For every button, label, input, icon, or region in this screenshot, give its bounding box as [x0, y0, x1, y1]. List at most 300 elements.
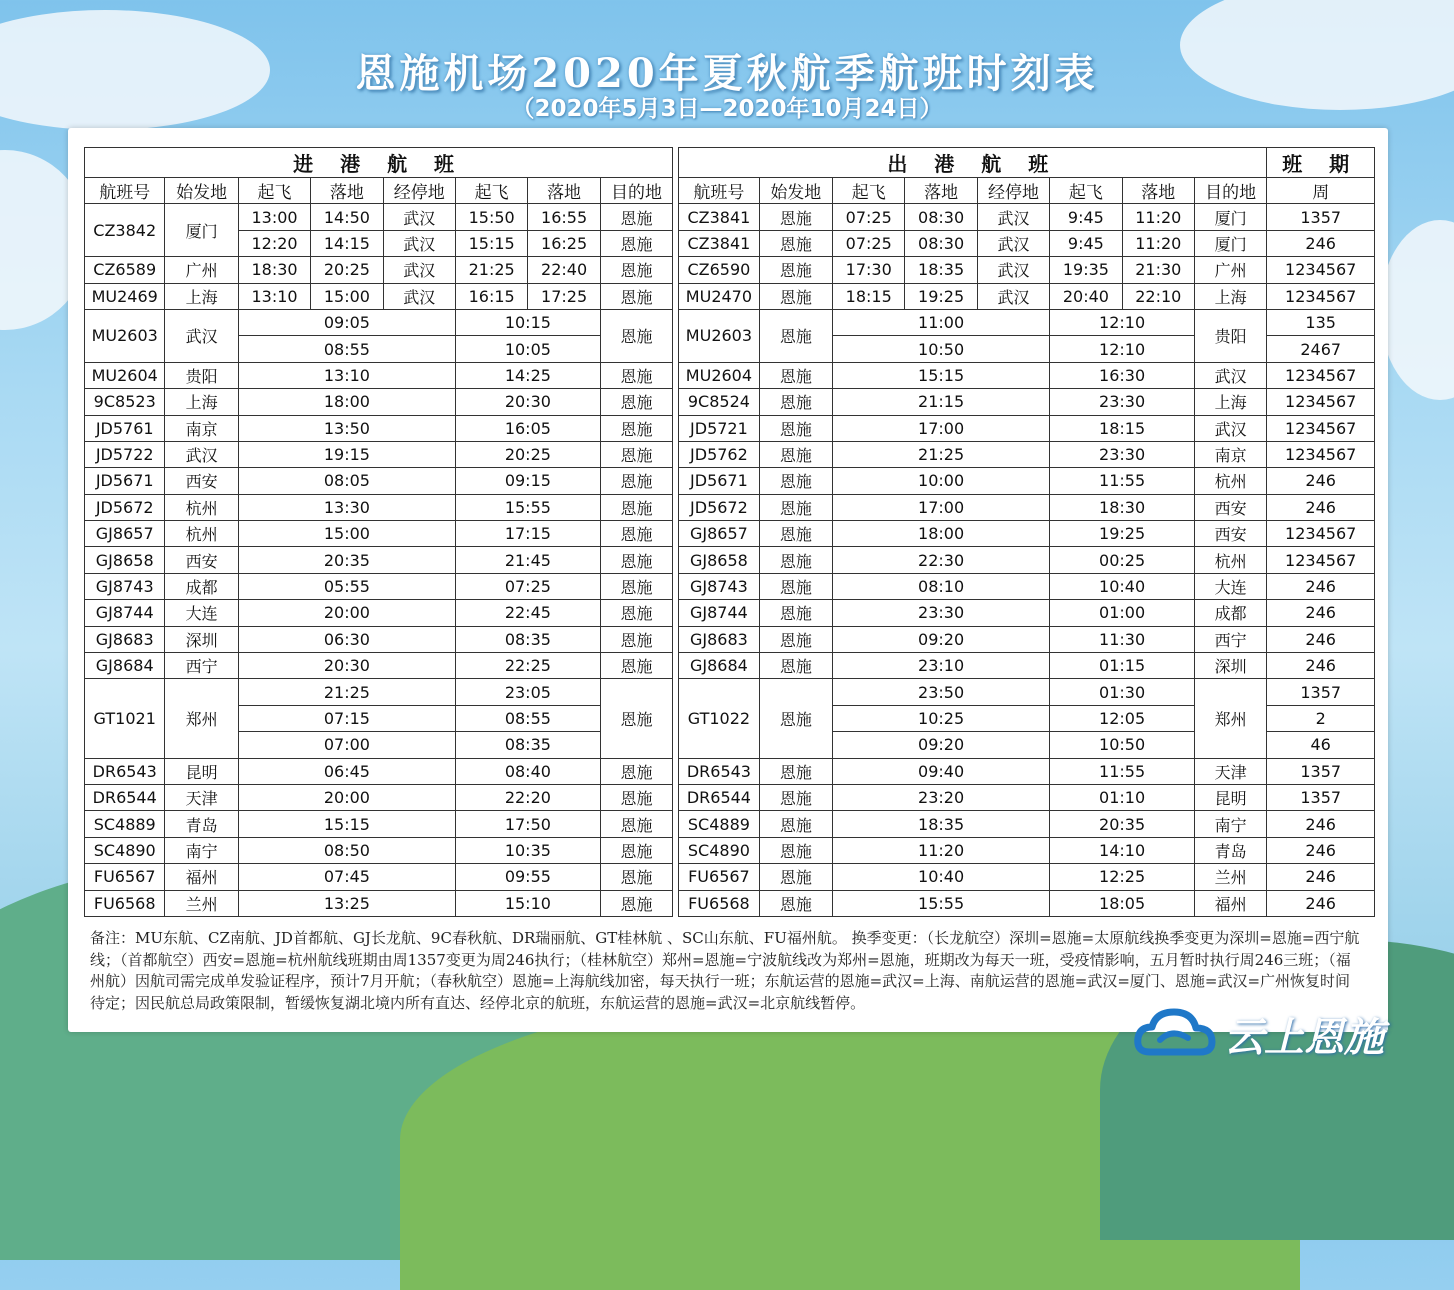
table-cell: 246	[1267, 230, 1375, 256]
origin-city: 西宁	[165, 653, 238, 679]
destination-city: 西安	[1194, 494, 1266, 520]
destination-city: 武汉	[1194, 362, 1266, 388]
schedule-days: 246	[1267, 811, 1375, 837]
origin-city: 郑州	[165, 679, 238, 758]
land-time: 22:20	[455, 784, 600, 810]
table-cell: 11:20	[1122, 204, 1194, 230]
table-cell: CZ3841	[679, 230, 759, 256]
schedule-days: 1234567	[1267, 389, 1375, 415]
table-cell: 恩施	[600, 230, 672, 256]
table-cell: 16:15	[455, 283, 527, 309]
table-cell: 20:25	[311, 257, 383, 283]
flight-number: JD5672	[679, 494, 759, 520]
table-cell: 9:45	[1050, 230, 1122, 256]
depart-time: 15:55	[833, 890, 1050, 916]
table-cell: 广州	[1194, 257, 1266, 283]
depart-time: 08:50	[238, 837, 455, 863]
depart-time: 18:00	[833, 521, 1050, 547]
destination-city: 恩施	[600, 441, 672, 467]
land-time: 01:30	[1050, 679, 1195, 705]
destination-city: 大连	[1194, 573, 1266, 599]
depart-time: 10:25	[833, 705, 1050, 731]
col-depart: 起飞	[833, 178, 905, 204]
table-row	[85, 309, 1375, 335]
origin-city: 恩施	[759, 441, 832, 467]
destination-city: 恩施	[600, 573, 672, 599]
destination-city: 恩施	[600, 468, 672, 494]
col-stopover: 经停地	[383, 178, 455, 204]
flight-number: JD5762	[679, 441, 759, 467]
origin-city: 昆明	[165, 758, 238, 784]
col-land: 落地	[1122, 178, 1194, 204]
table-cell: 恩施	[600, 204, 672, 230]
depart-time: 18:00	[238, 389, 455, 415]
land-time: 20:25	[455, 441, 600, 467]
flight-number: GJ8657	[679, 521, 759, 547]
flight-number: DR6543	[679, 758, 759, 784]
destination-city: 杭州	[1194, 468, 1266, 494]
page-title: 恩施机场2020年夏秋航季航班时刻表	[355, 50, 1099, 97]
depart-time: 11:00	[833, 309, 1050, 335]
origin-city: 恩施	[759, 890, 832, 916]
table-cell: 15:50	[455, 204, 527, 230]
depart-time: 21:25	[833, 441, 1050, 467]
destination-city: 昆明	[1194, 784, 1266, 810]
depart-time: 08:55	[238, 336, 455, 362]
table-cell: 19:25	[905, 283, 977, 309]
land-time: 10:05	[455, 336, 600, 362]
table-cell: MU2470	[679, 283, 759, 309]
flight-number: FU6567	[85, 864, 165, 890]
schedule-days: 1234567	[1267, 521, 1375, 547]
table-cell: 武汉	[383, 230, 455, 256]
destination-city: 兰州	[1194, 864, 1266, 890]
schedule-days: 1234567	[1267, 362, 1375, 388]
table-cell: 16:55	[528, 204, 600, 230]
depart-time: 18:35	[833, 811, 1050, 837]
land-time: 11:30	[1050, 626, 1195, 652]
table-cell: CZ6590	[679, 257, 759, 283]
origin-city: 深圳	[165, 626, 238, 652]
flight-number: MU2469	[85, 283, 165, 309]
table-cell: 08:30	[905, 204, 977, 230]
depart-time: 13:30	[238, 494, 455, 520]
depart-time: 08:10	[833, 573, 1050, 599]
depart-time: 15:15	[833, 362, 1050, 388]
flight-schedule-table	[84, 147, 1375, 917]
schedule-header: 班 期	[1267, 148, 1375, 178]
origin-city: 恩施	[759, 547, 832, 573]
depart-time: 23:50	[833, 679, 1050, 705]
table-cell: CZ3841	[679, 204, 759, 230]
origin-city: 恩施	[759, 309, 832, 362]
flight-number: GT1021	[85, 679, 165, 758]
destination-city: 恩施	[600, 837, 672, 863]
flight-number: MU2603	[679, 309, 759, 362]
table-cell: 14:15	[311, 230, 383, 256]
land-time: 18:15	[1050, 415, 1195, 441]
depart-time: 20:00	[238, 600, 455, 626]
land-time: 01:10	[1050, 784, 1195, 810]
schedule-days: 246	[1267, 864, 1375, 890]
depart-time: 22:30	[833, 547, 1050, 573]
depart-time: 13:25	[238, 890, 455, 916]
flight-number: JD5671	[679, 468, 759, 494]
table-row	[85, 415, 1375, 441]
origin-city: 南京	[165, 415, 238, 441]
col-depart: 起飞	[1050, 178, 1122, 204]
col-depart: 起飞	[455, 178, 527, 204]
destination-city: 恩施	[600, 653, 672, 679]
land-time: 00:25	[1050, 547, 1195, 573]
destination-city: 南京	[1194, 441, 1266, 467]
origin-city: 恩施	[759, 864, 832, 890]
depart-time: 06:30	[238, 626, 455, 652]
table-cell: 20:40	[1050, 283, 1122, 309]
destination-city: 恩施	[600, 600, 672, 626]
depart-time: 17:00	[833, 415, 1050, 441]
table-row	[85, 441, 1375, 467]
table-row	[85, 600, 1375, 626]
land-time: 08:55	[455, 705, 600, 731]
destination-city: 成都	[1194, 600, 1266, 626]
table-row	[85, 626, 1375, 652]
origin-city: 恩施	[759, 362, 832, 388]
table-row	[85, 573, 1375, 599]
flight-number: GJ8744	[679, 600, 759, 626]
table-cell: 08:30	[905, 230, 977, 256]
land-time: 20:30	[455, 389, 600, 415]
origin-city: 恩施	[759, 573, 832, 599]
schedule-days: 2	[1267, 705, 1375, 731]
schedule-days: 46	[1267, 732, 1375, 758]
schedule-days: 246	[1267, 494, 1375, 520]
destination-city: 恩施	[600, 758, 672, 784]
table-row	[85, 257, 1375, 283]
origin-city: 恩施	[759, 653, 832, 679]
schedule-days: 1234567	[1267, 547, 1375, 573]
destination-city: 恩施	[600, 415, 672, 441]
table-cell: 15:00	[311, 283, 383, 309]
land-time: 15:10	[455, 890, 600, 916]
origin-city: 恩施	[759, 600, 832, 626]
table-cell: 12:20	[238, 230, 310, 256]
origin-city: 厦门	[165, 204, 238, 257]
destination-city: 恩施	[600, 521, 672, 547]
land-time: 23:30	[1050, 389, 1195, 415]
cloud-icon	[1132, 1000, 1222, 1064]
table-cell: 07:25	[833, 230, 905, 256]
land-time: 01:00	[1050, 600, 1195, 626]
col-flight-no: 航班号	[85, 178, 165, 204]
depart-time: 05:55	[238, 573, 455, 599]
schedule-days: 2467	[1267, 336, 1375, 362]
land-time: 22:25	[455, 653, 600, 679]
destination-city: 恩施	[600, 811, 672, 837]
depart-time: 20:30	[238, 653, 455, 679]
table-cell: 21:25	[455, 257, 527, 283]
land-time: 23:30	[1050, 441, 1195, 467]
table-row	[85, 758, 1375, 784]
flight-number: 9C8524	[679, 389, 759, 415]
flight-number: GJ8658	[679, 547, 759, 573]
land-time: 11:55	[1050, 758, 1195, 784]
schedule-days: 246	[1267, 837, 1375, 863]
schedule-days: 246	[1267, 600, 1375, 626]
destination-city: 上海	[1194, 389, 1266, 415]
table-cell: 1357	[1267, 204, 1375, 230]
yunshang-enshi-logo	[1132, 1000, 1432, 1070]
origin-city: 恩施	[759, 521, 832, 547]
page-subtitle: （2020年5月3日—2020年10月24日）	[511, 96, 943, 122]
destination-city: 郑州	[1194, 679, 1266, 758]
schedule-days: 246	[1267, 626, 1375, 652]
flight-number: MU2604	[679, 362, 759, 388]
flight-number: JD5761	[85, 415, 165, 441]
depart-time: 15:00	[238, 521, 455, 547]
land-time: 20:35	[1050, 811, 1195, 837]
table-cell: 武汉	[977, 230, 1049, 256]
table-cell: 13:00	[238, 204, 310, 230]
flight-number: SC4890	[679, 837, 759, 863]
flight-number: SC4890	[85, 837, 165, 863]
origin-city: 恩施	[759, 758, 832, 784]
destination-city: 恩施	[600, 679, 672, 758]
col-origin: 始发地	[759, 178, 832, 204]
depart-time: 21:15	[833, 389, 1050, 415]
flight-number: GJ8684	[679, 653, 759, 679]
table-cell: 恩施	[759, 204, 832, 230]
col-origin: 始发地	[165, 178, 238, 204]
table-cell: 13:10	[238, 283, 310, 309]
depart-time: 13:50	[238, 415, 455, 441]
destination-city: 恩施	[600, 547, 672, 573]
table-cell: 22:40	[528, 257, 600, 283]
flight-number: GT1022	[679, 679, 759, 758]
flight-number: JD5722	[85, 441, 165, 467]
origin-city: 贵阳	[165, 362, 238, 388]
arrivals-header: 进 港 航 班	[85, 148, 673, 178]
flight-number: GJ8684	[85, 653, 165, 679]
land-time: 18:30	[1050, 494, 1195, 520]
depart-time: 13:10	[238, 362, 455, 388]
table-cell: 厦门	[1194, 204, 1266, 230]
land-time: 21:45	[455, 547, 600, 573]
depart-time: 10:50	[833, 336, 1050, 362]
table-cell: 厦门	[1194, 230, 1266, 256]
destination-city: 恩施	[600, 309, 672, 362]
depart-time: 09:20	[833, 732, 1050, 758]
land-time: 19:25	[1050, 521, 1195, 547]
table-cell: 恩施	[759, 283, 832, 309]
table-cell: 恩施	[759, 230, 832, 256]
table-row	[85, 864, 1375, 890]
depart-time: 21:25	[238, 679, 455, 705]
col-flight-no: 航班号	[679, 178, 759, 204]
origin-city: 恩施	[759, 837, 832, 863]
flight-number: GJ8744	[85, 600, 165, 626]
divider	[673, 705, 679, 731]
col-depart: 起飞	[238, 178, 310, 204]
col-land: 落地	[905, 178, 977, 204]
flight-number: CZ6589	[85, 257, 165, 283]
land-time: 18:05	[1050, 890, 1195, 916]
table-cell: 1234567	[1267, 283, 1375, 309]
origin-city: 恩施	[759, 468, 832, 494]
table-cell: 18:15	[833, 283, 905, 309]
land-time: 17:15	[455, 521, 600, 547]
flight-number: GJ8657	[85, 521, 165, 547]
depart-time: 23:20	[833, 784, 1050, 810]
col-destination: 目的地	[600, 178, 672, 204]
schedule-days: 1357	[1267, 784, 1375, 810]
schedule-days: 246	[1267, 573, 1375, 599]
origin-city: 恩施	[759, 811, 832, 837]
flight-number: CZ3842	[85, 204, 165, 257]
origin-city: 西安	[165, 547, 238, 573]
table-row	[85, 890, 1375, 916]
flight-number: GJ8683	[679, 626, 759, 652]
table-row	[85, 230, 1375, 256]
table-row	[85, 389, 1375, 415]
flight-number: GJ8683	[85, 626, 165, 652]
table-row	[85, 811, 1375, 837]
origin-city: 西安	[165, 468, 238, 494]
destination-city: 恩施	[600, 494, 672, 520]
origin-city: 天津	[165, 784, 238, 810]
table-row	[85, 679, 1375, 705]
table-cell: 16:25	[528, 230, 600, 256]
origin-city: 恩施	[759, 494, 832, 520]
schedule-days: 1357	[1267, 758, 1375, 784]
depart-time: 08:05	[238, 468, 455, 494]
land-time: 22:45	[455, 600, 600, 626]
origin-city: 福州	[165, 864, 238, 890]
depart-time: 10:40	[833, 864, 1050, 890]
schedule-days: 246	[1267, 468, 1375, 494]
depart-time: 09:20	[833, 626, 1050, 652]
table-row	[85, 784, 1375, 810]
origin-city: 上海	[165, 283, 238, 309]
land-time: 09:55	[455, 864, 600, 890]
table-cell: 07:25	[833, 204, 905, 230]
departures-header: 出 港 航 班	[679, 148, 1267, 178]
table-cell: 恩施	[600, 257, 672, 283]
destination-city: 恩施	[600, 890, 672, 916]
land-time: 01:15	[1050, 653, 1195, 679]
depart-time: 10:00	[833, 468, 1050, 494]
table-cell: 19:35	[1050, 257, 1122, 283]
schedule-days: 1357	[1267, 679, 1375, 705]
destination-city: 恩施	[600, 864, 672, 890]
land-time: 16:05	[455, 415, 600, 441]
destination-city: 西安	[1194, 521, 1266, 547]
flight-number: FU6567	[679, 864, 759, 890]
table-cell: 武汉	[977, 257, 1049, 283]
table-row	[85, 494, 1375, 520]
table-cell: 上海	[1194, 283, 1266, 309]
destination-city: 西宁	[1194, 626, 1266, 652]
table-row	[85, 837, 1375, 863]
table-row	[85, 547, 1375, 573]
land-time: 08:40	[455, 758, 600, 784]
land-time: 14:25	[455, 362, 600, 388]
table-cell: 22:10	[1122, 283, 1194, 309]
table-cell: 9:45	[1050, 204, 1122, 230]
origin-city: 广州	[165, 257, 238, 283]
land-time: 10:40	[1050, 573, 1195, 599]
table-cell: 15:15	[455, 230, 527, 256]
flight-number: DR6543	[85, 758, 165, 784]
col-stopover: 经停地	[977, 178, 1049, 204]
depart-time: 19:15	[238, 441, 455, 467]
flight-number: FU6568	[679, 890, 759, 916]
land-time: 17:50	[455, 811, 600, 837]
origin-city: 恩施	[759, 415, 832, 441]
flight-number: DR6544	[679, 784, 759, 810]
schedule-days: 246	[1267, 890, 1375, 916]
table-cell: 恩施	[600, 283, 672, 309]
depart-time: 20:35	[238, 547, 455, 573]
logo-text: 云上恩施	[1224, 1015, 1384, 1061]
flight-number: SC4889	[679, 811, 759, 837]
origin-city: 恩施	[759, 784, 832, 810]
flight-number: JD5721	[679, 415, 759, 441]
table-cell: 18:35	[905, 257, 977, 283]
origin-city: 兰州	[165, 890, 238, 916]
land-time: 15:55	[455, 494, 600, 520]
schedule-days: 135	[1267, 309, 1375, 335]
table-cell: 武汉	[383, 257, 455, 283]
origin-city: 成都	[165, 573, 238, 599]
origin-city: 上海	[165, 389, 238, 415]
land-time: 11:55	[1050, 468, 1195, 494]
table-row	[85, 283, 1375, 309]
schedule-days: 246	[1267, 653, 1375, 679]
table-cell: 17:30	[833, 257, 905, 283]
table-cell: 11:20	[1122, 230, 1194, 256]
origin-city: 南宁	[165, 837, 238, 863]
table-cell: 14:50	[311, 204, 383, 230]
table-row	[85, 468, 1375, 494]
land-time: 10:50	[1050, 732, 1195, 758]
origin-city: 杭州	[165, 494, 238, 520]
destination-city: 福州	[1194, 890, 1266, 916]
divider	[673, 336, 679, 362]
destination-city: 恩施	[600, 626, 672, 652]
origin-city: 大连	[165, 600, 238, 626]
table-cell: 恩施	[759, 257, 832, 283]
table-cell: 武汉	[383, 204, 455, 230]
col-week: 周	[1267, 178, 1375, 204]
flight-number: GJ8743	[679, 573, 759, 599]
table-cell: 21:30	[1122, 257, 1194, 283]
destination-city: 恩施	[600, 389, 672, 415]
depart-time: 06:45	[238, 758, 455, 784]
land-time: 08:35	[455, 626, 600, 652]
land-time: 23:05	[455, 679, 600, 705]
origin-city: 杭州	[165, 521, 238, 547]
table-cell: 武汉	[977, 283, 1049, 309]
destination-city: 天津	[1194, 758, 1266, 784]
destination-city: 武汉	[1194, 415, 1266, 441]
schedule-days: 1234567	[1267, 441, 1375, 467]
depart-time: 15:15	[238, 811, 455, 837]
flight-number: MU2603	[85, 309, 165, 362]
origin-city: 武汉	[165, 441, 238, 467]
flight-number: MU2604	[85, 362, 165, 388]
land-time: 12:10	[1050, 336, 1195, 362]
